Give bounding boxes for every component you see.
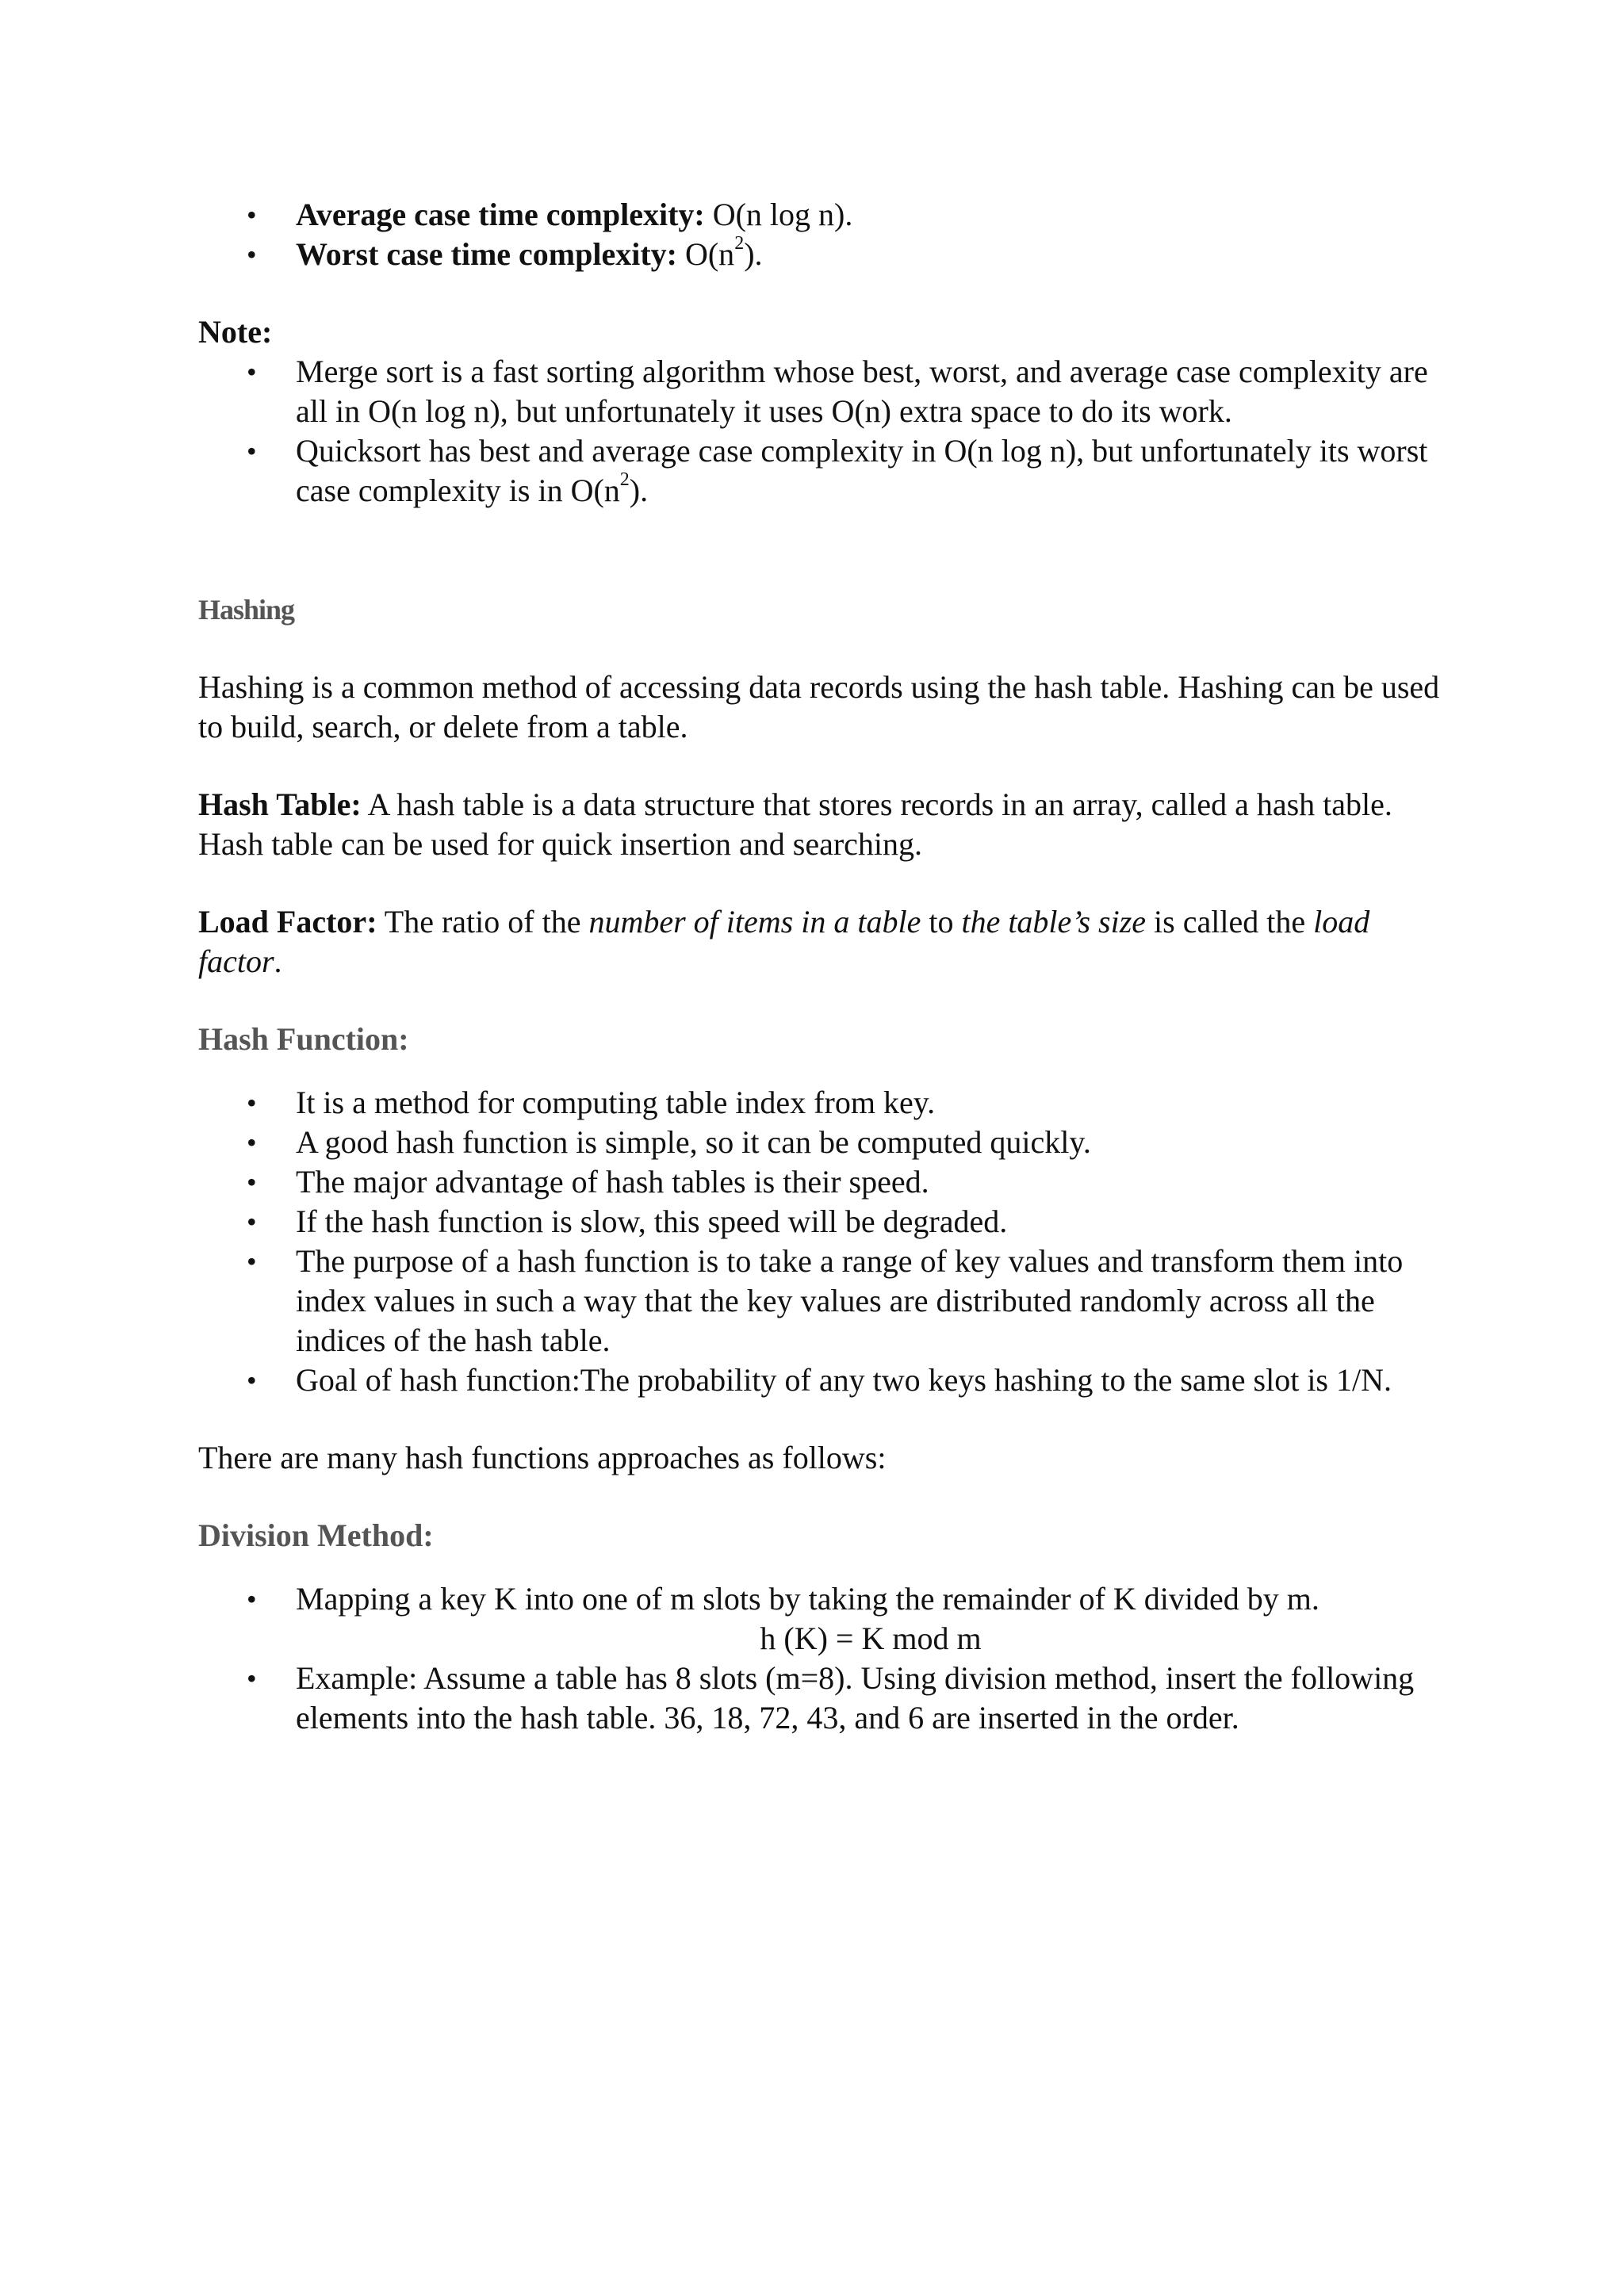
hash-table-label: Hash Table: (198, 786, 362, 822)
list-item: • Merge sort is a fast sorting algorithm whose best, worst, and average case complexity are all in O(n log n), but unfortunately it uses O(n) extra space to do its work. (296, 352, 1451, 431)
division-method-text: Mapping a key K into one of m slots by taking the remainder of K divided by m. (296, 1581, 1320, 1617)
worst-case-value-end: ). (744, 236, 763, 272)
note-heading (198, 312, 1451, 352)
complexity-list (198, 195, 1451, 274)
worst-case-value: O(n (676, 236, 735, 272)
load-factor-text-2: to (921, 904, 962, 939)
list-item: • It is a method for computing table index from key. (296, 1083, 1451, 1123)
load-factor-italic-2: the table’s size (961, 904, 1147, 939)
load-factor-italic-1: number of items in a table (588, 904, 921, 939)
quicksort-text-end: ). (629, 473, 649, 508)
hash-formula: h (K) = K mod m (760, 1621, 982, 1656)
list-item: • Example: Assume a table has 8 slots (m=8). Using division method, insert the following elements into the hash table. 36, 18, 72, 43, and 6 are inserted in the order. (296, 1659, 1451, 1738)
list-item: • The purpose of a hash function is to take a range of key values and transform them into index values in such a way that the key values are distributed randomly across all the indices of the hash table. (296, 1242, 1451, 1360)
average-case-label: Average case time complexity: (296, 197, 705, 232)
list-item: • The major advantage of hash tables is their speed. (296, 1162, 1451, 1202)
list-item: • Goal of hash function:The probability of any two keys hashing to the same slot is 1/N. (296, 1360, 1451, 1400)
list-item: • A good hash function is simple, so it can be computed quickly. (296, 1123, 1451, 1162)
note-list (198, 352, 1451, 511)
load-factor-text-1: The ratio of the (377, 904, 589, 939)
load-factor-italic-3: load factor (198, 904, 1370, 979)
list-item (296, 232, 1451, 274)
superscript: 2 (734, 232, 745, 254)
superscript: 2 (619, 469, 630, 490)
worst-case-label: Worst case time complexity: (296, 236, 677, 272)
approaches-text: There are many hash functions approaches as follows: (198, 1440, 887, 1475)
load-factor-label: Load Factor: (198, 904, 377, 939)
hashing-heading: Hashing (198, 594, 295, 626)
list-item (296, 195, 1451, 235)
note-heading-text: Note: (198, 314, 273, 350)
list-item (296, 1579, 1451, 1659)
hash-table-paragraph (198, 785, 1451, 864)
load-factor-text-4: . (274, 943, 282, 979)
quicksort-text: Quicksort has best and average case complexity in O(n log n), but unfortunately its worst case complexity is in O(n (296, 433, 1428, 508)
average-case-value: O(n log n). (704, 197, 853, 232)
list-item (296, 431, 1451, 511)
load-factor-text-3: is called the (1146, 904, 1314, 939)
list-item: • If the hash function is slow, this speed will be degraded. (296, 1202, 1451, 1242)
hash-function-heading: Hash Function: (198, 1021, 409, 1057)
load-factor-paragraph (198, 902, 1451, 982)
document-content (198, 195, 1451, 1738)
hash-function-list (198, 1083, 1451, 1400)
hashing-intro: Hashing is a common method of accessing data records using the hash table. Hashing can be used to build, search, or delete from a table. (198, 669, 1440, 744)
hash-table-text: A hash table is a data structure that stores records in an array, called a hash table. Hash table can be used for quick insertion and searching. (198, 786, 1392, 862)
division-method-list (198, 1579, 1451, 1738)
division-method-heading: Division Method: (198, 1517, 434, 1553)
